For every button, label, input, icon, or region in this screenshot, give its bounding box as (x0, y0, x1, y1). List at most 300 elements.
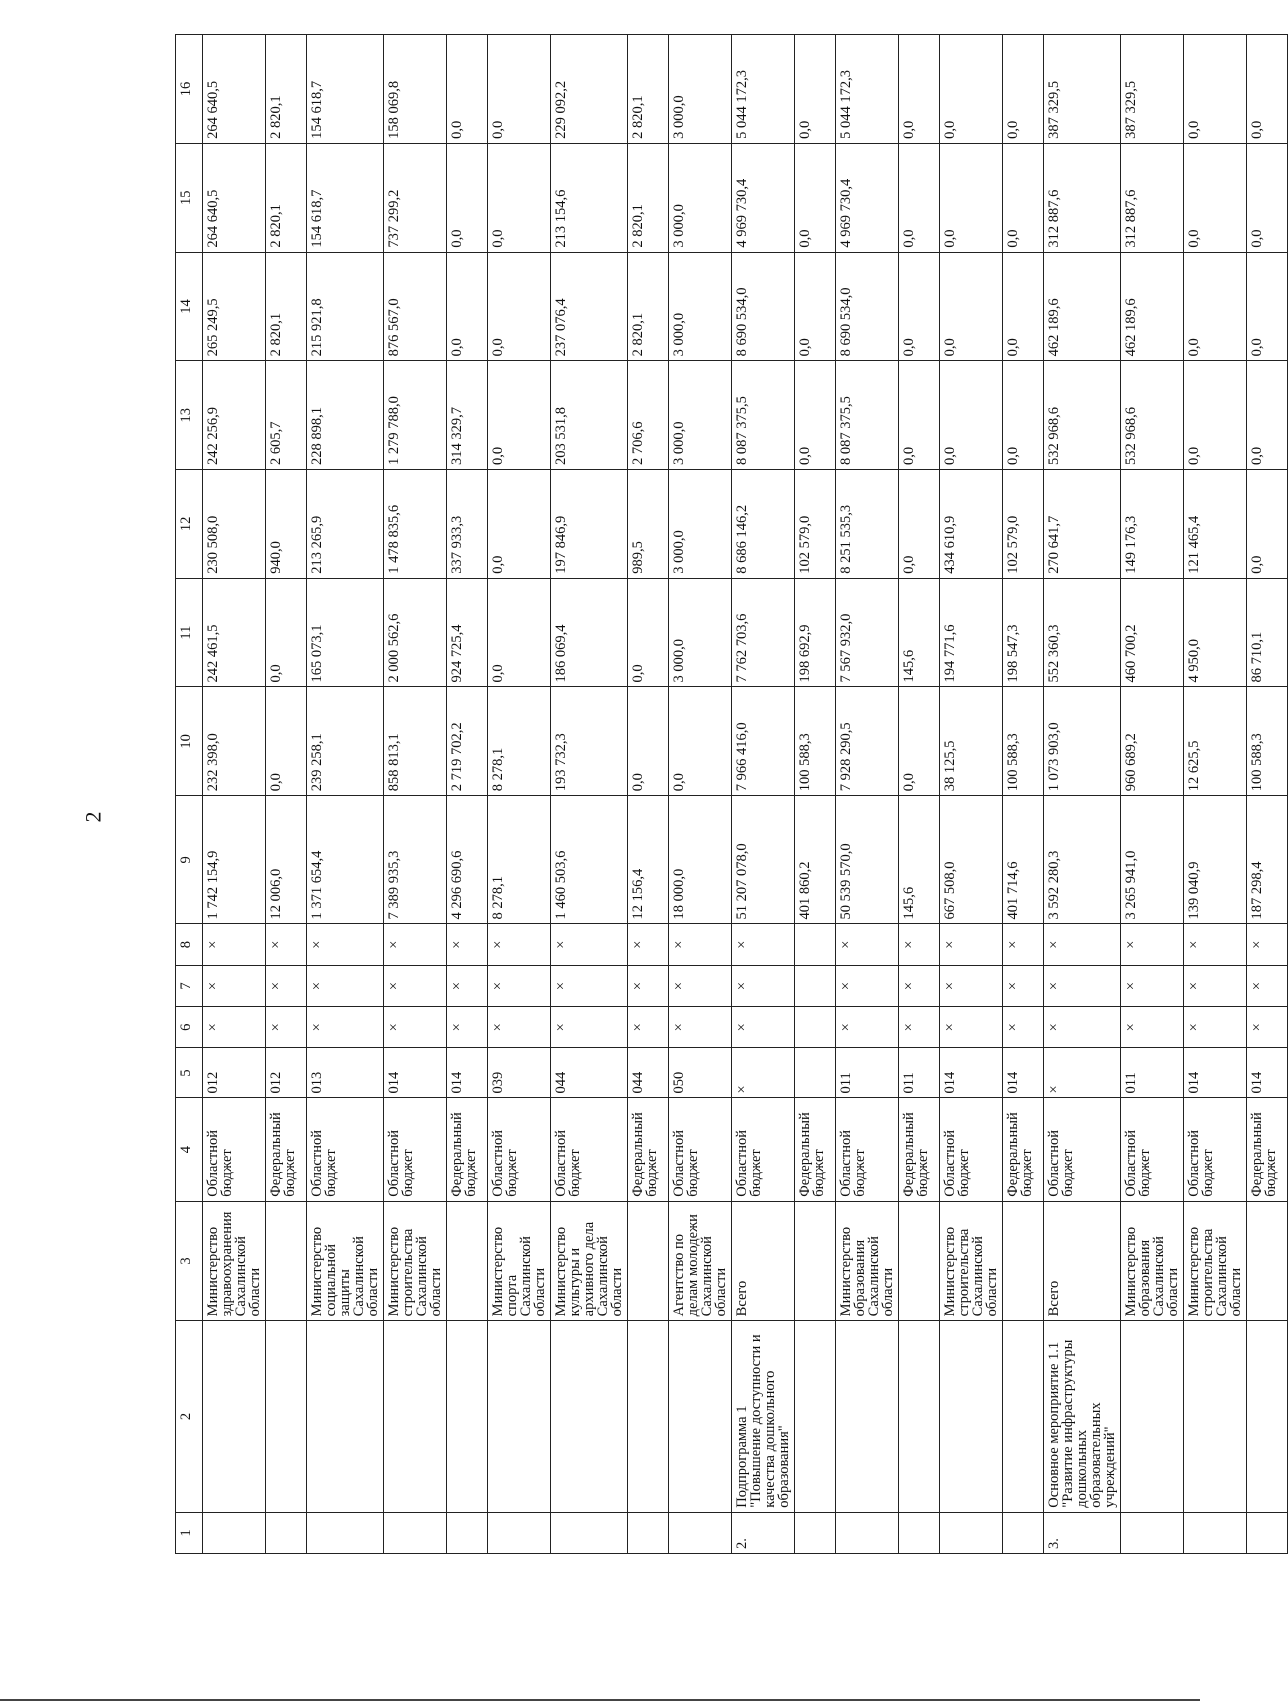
table-row (203, 35, 266, 1554)
table-cell: 0,0 (266, 687, 307, 796)
table-cell: 264 640,5 (203, 143, 266, 252)
table-cell: 237 076,4 (551, 252, 628, 361)
table-cell (669, 1321, 732, 1512)
table-cell: 1 073 903,0 (1044, 687, 1121, 796)
table-cell: 532 968,6 (1121, 361, 1184, 470)
table-cell: × (628, 1007, 669, 1048)
table-cell: 213 265,9 (307, 470, 384, 579)
table-cell (795, 924, 836, 965)
table-cell: 2 820,1 (628, 252, 669, 361)
table-cell: 2 706,6 (628, 361, 669, 470)
column-number: 8 (176, 924, 203, 965)
table-cell: Агентство по делам молодежи Сахалинской области (669, 1201, 732, 1321)
table-cell: 050 (669, 1048, 732, 1098)
table-cell: Федеральный бюджет (1003, 1098, 1044, 1201)
table-cell: 1 478 835,6 (384, 470, 447, 579)
table-cell: 3 000,0 (669, 578, 732, 687)
table-cell: Министерство строительства Сахалинской области (1184, 1201, 1247, 1321)
table-cell: 3 000,0 (669, 143, 732, 252)
table-cell: × (551, 924, 628, 965)
table-cell: × (899, 1007, 940, 1048)
table-cell: × (203, 924, 266, 965)
table-cell: 8 690 534,0 (732, 252, 795, 361)
table-cell: 3 592 280,3 (1044, 796, 1121, 924)
table-cell: 7 928 290,5 (836, 687, 899, 796)
table-cell: 139 040,9 (1184, 796, 1247, 924)
table-cell: Всего (1044, 1201, 1121, 1321)
table-cell: 0,0 (795, 35, 836, 144)
column-number: 5 (176, 1048, 203, 1098)
column-number: 15 (176, 143, 203, 252)
table-cell: 86 710,1 (1247, 578, 1288, 687)
table-row (307, 35, 384, 1554)
table-cell (307, 1512, 384, 1553)
table-cell: × (266, 1007, 307, 1048)
table-cell (447, 1321, 488, 1512)
table-cell: 0,0 (899, 470, 940, 579)
table-cell: 0,0 (488, 35, 551, 144)
table-cell: 0,0 (1184, 361, 1247, 470)
table-cell (1003, 1512, 1044, 1553)
table-cell: × (1184, 965, 1247, 1006)
table-cell: 0,0 (266, 578, 307, 687)
table-cell: Министерство образования Сахалинской области (1121, 1201, 1184, 1321)
table-cell: 197 846,9 (551, 470, 628, 579)
column-number: 12 (176, 470, 203, 579)
table-cell: 265 249,5 (203, 252, 266, 361)
table-cell: 4 969 730,4 (836, 143, 899, 252)
table-cell: 270 641,7 (1044, 470, 1121, 579)
table-cell: × (669, 924, 732, 965)
table-cell: 0,0 (940, 361, 1003, 470)
table-cell (899, 1201, 940, 1321)
table-cell: Областной бюджет (1044, 1098, 1121, 1201)
table-cell: Областной бюджет (307, 1098, 384, 1201)
table-cell: 0,0 (669, 687, 732, 796)
table-cell (384, 1321, 447, 1512)
table-cell: 0,0 (940, 252, 1003, 361)
table-cell: × (732, 924, 795, 965)
table-cell: 0,0 (447, 252, 488, 361)
table-cell: 314 329,7 (447, 361, 488, 470)
table-cell: 4 950,0 (1184, 578, 1247, 687)
table-cell: 462 189,6 (1121, 252, 1184, 361)
table-cell: 3 000,0 (669, 35, 732, 144)
table-cell: 213 154,6 (551, 143, 628, 252)
table-cell: 149 176,3 (1121, 470, 1184, 579)
table-cell: 232 398,0 (203, 687, 266, 796)
table-cell (1247, 1512, 1288, 1553)
table-cell: × (1121, 924, 1184, 965)
table-cell: Федеральный бюджет (447, 1098, 488, 1201)
table-row (488, 35, 551, 1554)
table-cell (203, 1321, 266, 1512)
table-cell: 1 460 503,6 (551, 796, 628, 924)
table-cell: 960 689,2 (1121, 687, 1184, 796)
table-cell: Федеральный бюджет (795, 1098, 836, 1201)
table-cell: Областной бюджет (669, 1098, 732, 1201)
table-cell (1184, 1321, 1247, 1512)
table-cell: × (307, 965, 384, 1006)
table-cell: 0,0 (1247, 361, 1288, 470)
table-cell: × (1247, 965, 1288, 1006)
table-cell: 242 461,5 (203, 578, 266, 687)
table-cell: × (488, 965, 551, 1006)
table-cell: 0,0 (488, 361, 551, 470)
table-cell: 0,0 (899, 143, 940, 252)
table-cell: 876 567,0 (384, 252, 447, 361)
table-cell: Министерство строительства Сахалинской области (384, 1201, 447, 1321)
table-cell: 2 000 562,6 (384, 578, 447, 687)
table-cell: 154 618,7 (307, 35, 384, 144)
table-cell (836, 1512, 899, 1553)
table-cell: 100 588,3 (1003, 687, 1044, 796)
table-cell: 989,5 (628, 470, 669, 579)
table-cell: Областной бюджет (940, 1098, 1003, 1201)
table-cell: 0,0 (899, 687, 940, 796)
table-row (899, 35, 940, 1554)
table-cell: 2 719 702,2 (447, 687, 488, 796)
table-cell (447, 1512, 488, 1553)
table-cell: 462 189,6 (1044, 252, 1121, 361)
table-cell: × (1044, 1048, 1121, 1098)
table-cell (795, 1512, 836, 1553)
table-cell: 194 771,6 (940, 578, 1003, 687)
table-cell: 187 298,4 (1247, 796, 1288, 924)
table-cell: 014 (384, 1048, 447, 1098)
table-cell: 3 000,0 (669, 470, 732, 579)
table-row (384, 35, 447, 1554)
table-cell: 044 (628, 1048, 669, 1098)
table-cell: 0,0 (1184, 143, 1247, 252)
table-cell: 8 278,1 (488, 796, 551, 924)
table-cell (899, 1321, 940, 1512)
table-cell: 102 579,0 (1003, 470, 1044, 579)
table-cell: 312 887,6 (1044, 143, 1121, 252)
table-cell: 0,0 (795, 361, 836, 470)
table-cell: Федеральный бюджет (266, 1098, 307, 1201)
table-cell: 0,0 (795, 143, 836, 252)
column-number: 9 (176, 796, 203, 924)
table-cell: 940,0 (266, 470, 307, 579)
table-cell: 242 256,9 (203, 361, 266, 470)
table-cell: 2. (732, 1512, 795, 1553)
table-cell: 264 640,5 (203, 35, 266, 144)
table-cell: × (1003, 965, 1044, 1006)
table-cell: 0,0 (488, 470, 551, 579)
scan-edge-line (0, 1699, 1200, 1701)
table-cell: 924 725,4 (447, 578, 488, 687)
table-cell: × (669, 1007, 732, 1048)
table-row (795, 35, 836, 1554)
table-cell: × (940, 924, 1003, 965)
table-cell (1003, 1321, 1044, 1512)
table-cell: Областной бюджет (836, 1098, 899, 1201)
table-cell (836, 1321, 899, 1512)
table-cell: 737 299,2 (384, 143, 447, 252)
table-cell: 215 921,8 (307, 252, 384, 361)
page-number: 2 (80, 811, 106, 823)
table-cell (1247, 1201, 1288, 1321)
table-cell: 0,0 (899, 361, 940, 470)
table-cell: 0,0 (488, 578, 551, 687)
table-cell: 12 625,5 (1184, 687, 1247, 796)
column-number: 3 (176, 1201, 203, 1321)
column-number: 7 (176, 965, 203, 1006)
table-cell: 2 820,1 (628, 35, 669, 144)
table-cell: 401 860,2 (795, 796, 836, 924)
table-cell: 4 296 690,6 (447, 796, 488, 924)
table-cell: × (940, 1007, 1003, 1048)
table-cell: 312 887,6 (1121, 143, 1184, 252)
table-row (551, 35, 628, 1554)
table-cell: 198 547,3 (1003, 578, 1044, 687)
table-cell (795, 1321, 836, 1512)
table-cell: 2 605,7 (266, 361, 307, 470)
table-cell (795, 1201, 836, 1321)
table-cell (669, 1512, 732, 1553)
table-cell: × (488, 1007, 551, 1048)
table-cell: × (1247, 1007, 1288, 1048)
table-cell: Областной бюджет (1121, 1098, 1184, 1201)
table-cell: 100 588,3 (795, 687, 836, 796)
table-cell: 2 820,1 (628, 143, 669, 252)
table-cell: 858 813,1 (384, 687, 447, 796)
table-cell: × (551, 1007, 628, 1048)
table-cell: × (384, 924, 447, 965)
table-cell: 0,0 (1003, 35, 1044, 144)
table-cell: 229 092,2 (551, 35, 628, 144)
table-cell (266, 1201, 307, 1321)
table-cell: 014 (1247, 1048, 1288, 1098)
table-cell: 0,0 (899, 35, 940, 144)
table-cell: 8 087 375,5 (732, 361, 795, 470)
table-cell (447, 1201, 488, 1321)
table-row (1247, 35, 1288, 1554)
table-cell: 0,0 (1184, 35, 1247, 144)
table-row (1044, 35, 1121, 1554)
table-cell: Министерство спорта Сахалинской области (488, 1201, 551, 1321)
table-cell (551, 1321, 628, 1512)
table-cell: 011 (899, 1048, 940, 1098)
table-cell: 434 610,9 (940, 470, 1003, 579)
table-cell: 014 (1184, 1048, 1247, 1098)
table-cell: 011 (1121, 1048, 1184, 1098)
table-cell: 0,0 (1247, 143, 1288, 252)
table-row (940, 35, 1003, 1554)
table-cell: × (836, 924, 899, 965)
table-cell: 012 (203, 1048, 266, 1098)
table-cell: 0,0 (1003, 361, 1044, 470)
table-cell: 8 690 534,0 (836, 252, 899, 361)
table-cell: 0,0 (899, 252, 940, 361)
table-cell: 044 (551, 1048, 628, 1098)
table-row (836, 35, 899, 1554)
table-cell: 0,0 (628, 578, 669, 687)
table-cell: × (1003, 1007, 1044, 1048)
budget-table (175, 34, 1288, 1554)
table-cell: 3. (1044, 1512, 1121, 1553)
table-cell: 1 742 154,9 (203, 796, 266, 924)
table-cell: Министерство образования Сахалинской области (836, 1201, 899, 1321)
table-cell: 0,0 (940, 143, 1003, 252)
table-cell: × (1003, 924, 1044, 965)
table-cell: 8 251 535,3 (836, 470, 899, 579)
table-cell: Министерство строительства Сахалинской области (940, 1201, 1003, 1321)
table-cell: × (1184, 1007, 1247, 1048)
table-header-row (176, 35, 203, 1554)
table-cell (266, 1321, 307, 1512)
table-cell: 3 265 941,0 (1121, 796, 1184, 924)
table-cell: × (384, 1007, 447, 1048)
table-cell: 5 044 172,3 (836, 35, 899, 144)
table-cell: 387 329,5 (1044, 35, 1121, 144)
table-row (732, 35, 795, 1554)
table-cell (795, 965, 836, 1006)
table-cell: 0,0 (447, 35, 488, 144)
table-cell (488, 1512, 551, 1553)
table-cell: × (384, 965, 447, 1006)
table-cell: 014 (447, 1048, 488, 1098)
table-cell: × (899, 924, 940, 965)
table-cell: Областной бюджет (732, 1098, 795, 1201)
table-row (1121, 35, 1184, 1554)
table-cell (1184, 1512, 1247, 1553)
table-cell (307, 1321, 384, 1512)
table-cell: 3 000,0 (669, 252, 732, 361)
table-cell: 4 969 730,4 (732, 143, 795, 252)
table-cell (1121, 1321, 1184, 1512)
table-cell: 145,6 (899, 578, 940, 687)
budget-table-rotated (175, 34, 1279, 1554)
table-cell: × (266, 924, 307, 965)
table-cell: × (1044, 965, 1121, 1006)
table-cell: × (1121, 1007, 1184, 1048)
table-cell: Областной бюджет (203, 1098, 266, 1201)
table-cell: 165 073,1 (307, 578, 384, 687)
table-cell (551, 1512, 628, 1553)
table-cell: 0,0 (628, 687, 669, 796)
table-cell: Министерство здравоохранения Сахалинской области (203, 1201, 266, 1321)
table-cell: 013 (307, 1048, 384, 1098)
table-row (669, 35, 732, 1554)
table-cell: 011 (836, 1048, 899, 1098)
table-cell: 102 579,0 (795, 470, 836, 579)
table-cell: 158 069,8 (384, 35, 447, 144)
table-cell: 50 539 570,0 (836, 796, 899, 924)
table-cell: 0,0 (795, 252, 836, 361)
table-cell: × (447, 1007, 488, 1048)
table-cell: 7 966 416,0 (732, 687, 795, 796)
table-cell: × (447, 965, 488, 1006)
table-cell: 460 700,2 (1121, 578, 1184, 687)
table-row (1003, 35, 1044, 1554)
table-cell: 239 258,1 (307, 687, 384, 796)
table-cell: 8 278,1 (488, 687, 551, 796)
table-cell: × (266, 965, 307, 1006)
table-cell: 012 (266, 1048, 307, 1098)
table-cell: 0,0 (1003, 252, 1044, 361)
table-cell: Областной бюджет (551, 1098, 628, 1201)
table-cell (795, 1007, 836, 1048)
column-number: 4 (176, 1098, 203, 1201)
table-cell: × (203, 965, 266, 1006)
table-cell (628, 1201, 669, 1321)
table-cell: 51 207 078,0 (732, 796, 795, 924)
column-number: 14 (176, 252, 203, 361)
table-cell (203, 1512, 266, 1553)
column-number: 2 (176, 1321, 203, 1512)
table-cell: 8 686 146,2 (732, 470, 795, 579)
table-cell: 100 588,3 (1247, 687, 1288, 796)
table-cell: 18 000,0 (669, 796, 732, 924)
table-cell: 1 371 654,4 (307, 796, 384, 924)
table-cell: 12 156,4 (628, 796, 669, 924)
table-cell: × (732, 1048, 795, 1098)
table-cell: Областной бюджет (384, 1098, 447, 1201)
table-cell: × (940, 965, 1003, 1006)
table-cell: 0,0 (1003, 143, 1044, 252)
table-cell: 1 279 788,0 (384, 361, 447, 470)
table-cell: 667 508,0 (940, 796, 1003, 924)
table-cell: Министерство культуры и архивного дела Сахалинской области (551, 1201, 628, 1321)
column-number: 6 (176, 1007, 203, 1048)
table-cell: × (836, 965, 899, 1006)
table-cell (940, 1512, 1003, 1553)
table-cell: × (1044, 924, 1121, 965)
table-cell: Федеральный бюджет (1247, 1098, 1288, 1201)
table-cell (488, 1321, 551, 1512)
table-cell: × (628, 965, 669, 1006)
table-cell: 193 732,3 (551, 687, 628, 796)
table-cell: Всего (732, 1201, 795, 1321)
table-cell: 2 820,1 (266, 143, 307, 252)
table-cell: 0,0 (1247, 252, 1288, 361)
table-cell (1247, 1321, 1288, 1512)
table-cell: 0,0 (447, 143, 488, 252)
column-number: 16 (176, 35, 203, 144)
table-cell: 230 508,0 (203, 470, 266, 579)
table-cell: 8 087 375,5 (836, 361, 899, 470)
table-cell: × (628, 924, 669, 965)
column-number: 11 (176, 578, 203, 687)
table-cell: Областной бюджет (1184, 1098, 1247, 1201)
table-cell: 039 (488, 1048, 551, 1098)
table-cell: Министерство социальной защиты Сахалинской области (307, 1201, 384, 1321)
column-number: 10 (176, 687, 203, 796)
table-cell: 0,0 (488, 143, 551, 252)
table-cell: × (1247, 924, 1288, 965)
table-cell: Федеральный бюджет (899, 1098, 940, 1201)
table-cell: 3 000,0 (669, 361, 732, 470)
table-cell: × (203, 1007, 266, 1048)
table-row (266, 35, 307, 1554)
table-cell: Областной бюджет (488, 1098, 551, 1201)
table-cell: 401 714,6 (1003, 796, 1044, 924)
table-cell (899, 1512, 940, 1553)
table-cell: × (1044, 1007, 1121, 1048)
table-cell: 203 531,8 (551, 361, 628, 470)
table-cell: Основное мероприятие 1.1 "Развитие инфраструктуры дошкольных образовательных учреждений" (1044, 1321, 1121, 1512)
table-cell (384, 1512, 447, 1553)
table-cell: 014 (1003, 1048, 1044, 1098)
table-cell: 532 968,6 (1044, 361, 1121, 470)
table-cell: 0,0 (1247, 470, 1288, 579)
table-cell: 7 389 935,3 (384, 796, 447, 924)
table-cell: × (899, 965, 940, 1006)
table-cell (1003, 1201, 1044, 1321)
table-cell: 121 465,4 (1184, 470, 1247, 579)
